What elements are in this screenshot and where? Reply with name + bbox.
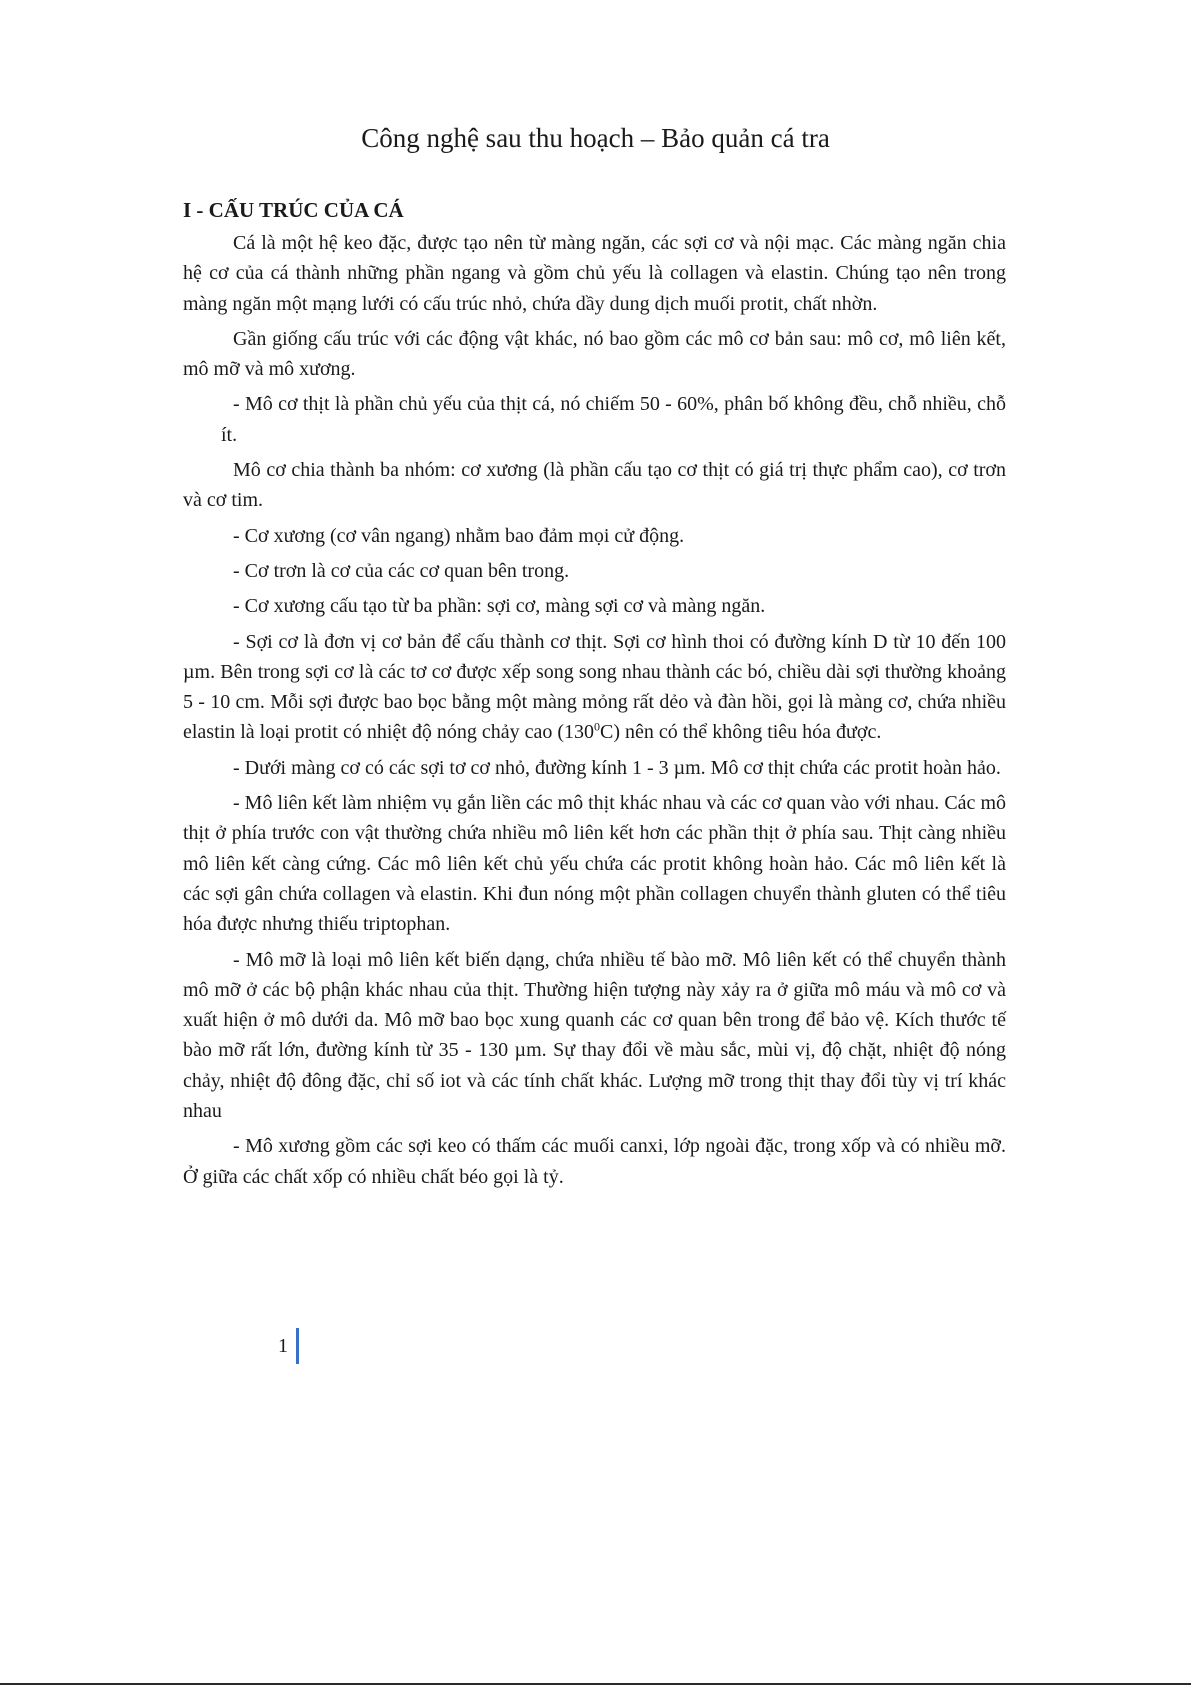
text-cursor xyxy=(296,1328,299,1364)
paragraph-skeletal-structure: - Cơ xương cấu tạo từ ba phần: sợi cơ, màng sợi cơ và màng ngăn. xyxy=(233,595,766,618)
paragraph-smooth-muscle: - Cơ trơn là cơ của các cơ quan bên trong. xyxy=(233,559,570,582)
muscle-fiber-text: - Sợi cơ là đơn vị cơ bản để cấu thành cơ thịt. Sợi cơ hình thoi có đường kính D từ 10 đến 100 µm. Bên trong sợi cơ là các tơ cơ được xếp song song nhau thành các bó, chiều dài sợi thường khoảng 5 - 10 cm. Mỗi sợi được bao bọc bằng một màng mỏng rất dẻo và đàn hồi, gọi là màng cơ, chứa nhiều elastin là loại protit có nhiệt độ nóng chảy cao (130 xyxy=(183,630,1006,744)
paragraph-muscle-fiber xyxy=(183,627,1006,748)
paragraph-muscle-groups: Mô cơ chia thành ba nhóm: cơ xương (là phần cấu tạo cơ thịt có giá trị thực phẩm cao), cơ trơn và cơ tim. xyxy=(183,459,1006,512)
page-number: 1 xyxy=(278,1335,288,1357)
document-body xyxy=(183,228,1006,1197)
section-heading: I - CẤU TRÚC CỦA CÁ xyxy=(183,198,404,222)
document-title: Công nghệ sau thu hoạch – Bảo quản cá tra xyxy=(361,123,830,153)
paragraph-muscle-tissue: - Mô cơ thịt là phần chủ yếu của thịt cá, nó chiếm 50 - 60%, phân bố không đều, chỗ nhiều, chỗ ít. xyxy=(221,393,1006,446)
muscle-fiber-text-end: C) nên có thể không tiêu hóa được. xyxy=(600,721,882,744)
paragraph-skeletal-muscle: - Cơ xương (cơ vân ngang) nhằm bao đảm mọi cử động. xyxy=(233,524,685,547)
paragraph-basic-tissues: Gần giống cấu trúc với các động vật khác, nó bao gồm các mô cơ bản sau: mô cơ, mô liên kết, mô mỡ và mô xương. xyxy=(183,327,1006,381)
paragraph-myofibrils: - Dưới màng cơ có các sợi tơ cơ nhỏ, đường kính 1 - 3 µm. Mô cơ thịt chứa các protit hoàn hảo. xyxy=(233,756,1001,779)
degree-superscript: 0 xyxy=(594,719,600,734)
paragraph-bone-tissue: - Mô xương gồm các sợi keo có thấm các muối canxi, lớp ngoài đặc, trong xốp và có nhiều mỡ. Ở giữa các chất xốp có nhiều chất béo gọi là tỷ. xyxy=(183,1135,1006,1188)
paragraph-fat-tissue: - Mô mỡ là loại mô liên kết biến dạng, chứa nhiều tế bào mỡ. Mô liên kết có thể chuyển thành mô mỡ ở các bộ phận khác nhau của thịt. Thường hiện tượng này xảy ra ở giữa mô máu và mô cơ và xuất hiện ở mô dưới da. Mô mỡ bao bọc xung quanh các cơ quan bên trong để bảo vệ. Kích thước tế bào mỡ rất lớn, đường kính từ 35 - 130 µm. Sự thay đổi về màu sắc, mùi vị, độ chặt, nhiệt độ nóng chảy, nhiệt độ đông đặc, chỉ số iot và các tính chất khác. Lượng mỡ trong thịt thay đổi tùy vị trí khác nhau xyxy=(183,948,1006,1123)
paragraph-connective-tissue: - Mô liên kết làm nhiệm vụ gắn liền các mô thịt khác nhau và các cơ quan vào với nhau. Các mô thịt ở phía trước con vật thường chứa nhiều mô liên kết hơn các phần thịt ở phía sau. Thịt càng nhiều mô liên kết càng cứng. Các mô liên kết chủ yếu chứa các protit không hoàn hảo. Các mô liên kết là các sợi gân chứa collagen và elastin. Khi đun nóng một phần collagen chuyển thành gluten có thể tiêu hóa được nhưng thiếu triptophan. xyxy=(183,792,1006,936)
paragraph-fish-structure: Cá là một hệ keo đặc, được tạo nên từ màng ngăn, các sợi cơ và nội mạc. Các màng ngăn chia hệ cơ của cá thành những phần ngang và gồm chủ yếu là collagen và elastin. Chúng tạo nên trong màng ngăn một mạng lưới có cấu trúc nhỏ, chứa dầy dung dịch muối protit, chất nhờn. xyxy=(183,232,1006,315)
